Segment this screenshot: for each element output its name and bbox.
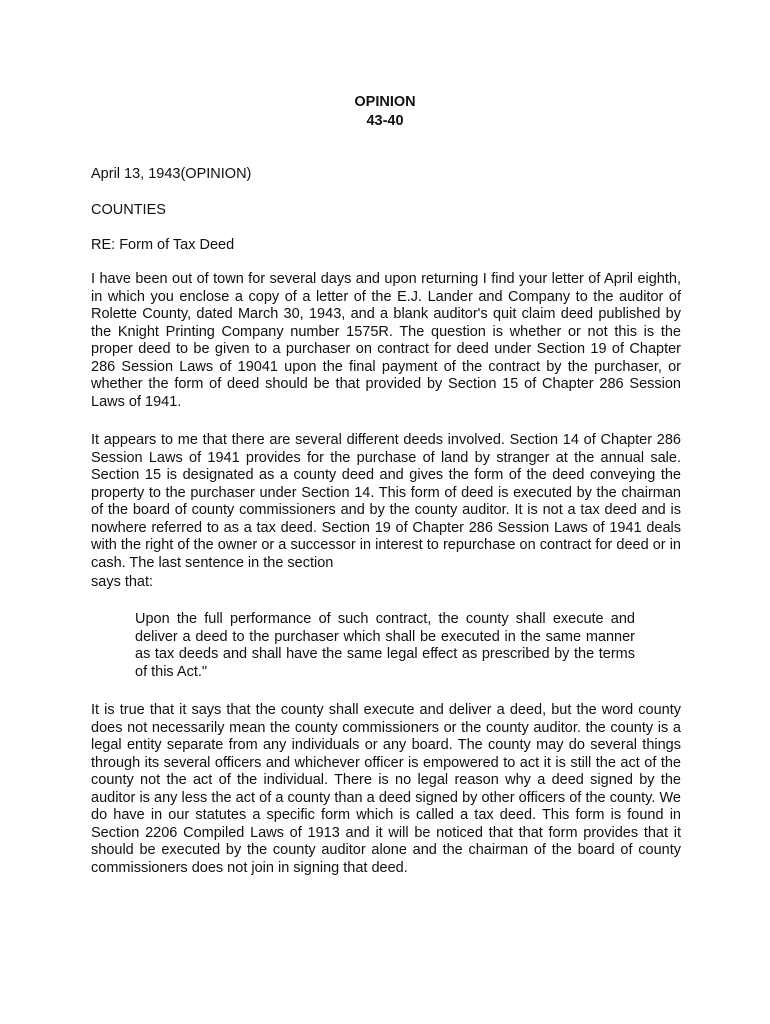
date-line: April 13, 1943(OPINION) (91, 166, 252, 182)
paragraph-1: I have been out of town for several days and upon returning I find your letter of April eighth, in which you enclose a copy of a letter of the E.J. Lander and Company to the auditor of Rolette County, dated March 30, 1943, and a blank auditor's quit claim deed published by the Knight Printing Company number 1575R. The question is whether or not this is the proper deed to be given to a purchaser on contract for deed under Section 19 of Chapter 286 Session Laws of 19041 upon the final payment of the contract by the purchaser, or whether the form of deed should be that provided by Section 15 of Chapter 286 Session Laws of 1941. (91, 271, 681, 410)
opinion-number: 43-40 (366, 113, 404, 129)
paragraph-2: It appears to me that there are several different deeds involved. Section 14 of Chapter 286 Session Laws of 1941 provides for the purchase of land by stranger at the annual sale. Section 15 is designated as a county deed and gives the form of the deed conveying the property to the purchaser under Section 14. This form of deed is executed by the chairman of the board of county commissioners and by the county auditor. It is not a tax deed and is nowhere referred to as a tax deed. Section 19 of Chapter 286 Session Laws of 1941 deals with the right of the owner or a successor in interest to repurchase on contract for deed or in cash. The last sentence in the section (91, 432, 681, 571)
paragraph-3: It is true that it says that the county shall execute and deliver a deed, but the word county does not necessarily mean the county commissioners or the county auditor. the county is a legal entity separate from any individuals or any board. The county may do several things through its several officers and whichever officer is empowered to act it is still the act of the county not the act of the individual. There is no legal reason why a deed signed by the auditor is any less the act of a county than a deed signed by other officers of the county. We do have in our statutes a specific form which is called a tax deed. This form is found in Section 2206 Compiled Laws of 1913 and it will be noticed that that form provides that it should be executed by the county auditor alone and the chairman of the board of county commissioners does not join in signing that deed. (91, 702, 681, 876)
subject-line: COUNTIES (91, 202, 166, 218)
paragraph-2-tail: says that: (91, 574, 154, 590)
re-line: RE: Form of Tax Deed (91, 237, 235, 253)
block-quotation: Upon the full performance of such contract, the county shall execute and deliver a deed to the purchaser which shall be executed in the same manner as tax deeds and shall have the same legal effect as prescribed by the terms of this Act." (135, 611, 635, 680)
opinion-heading: OPINION (354, 94, 416, 110)
